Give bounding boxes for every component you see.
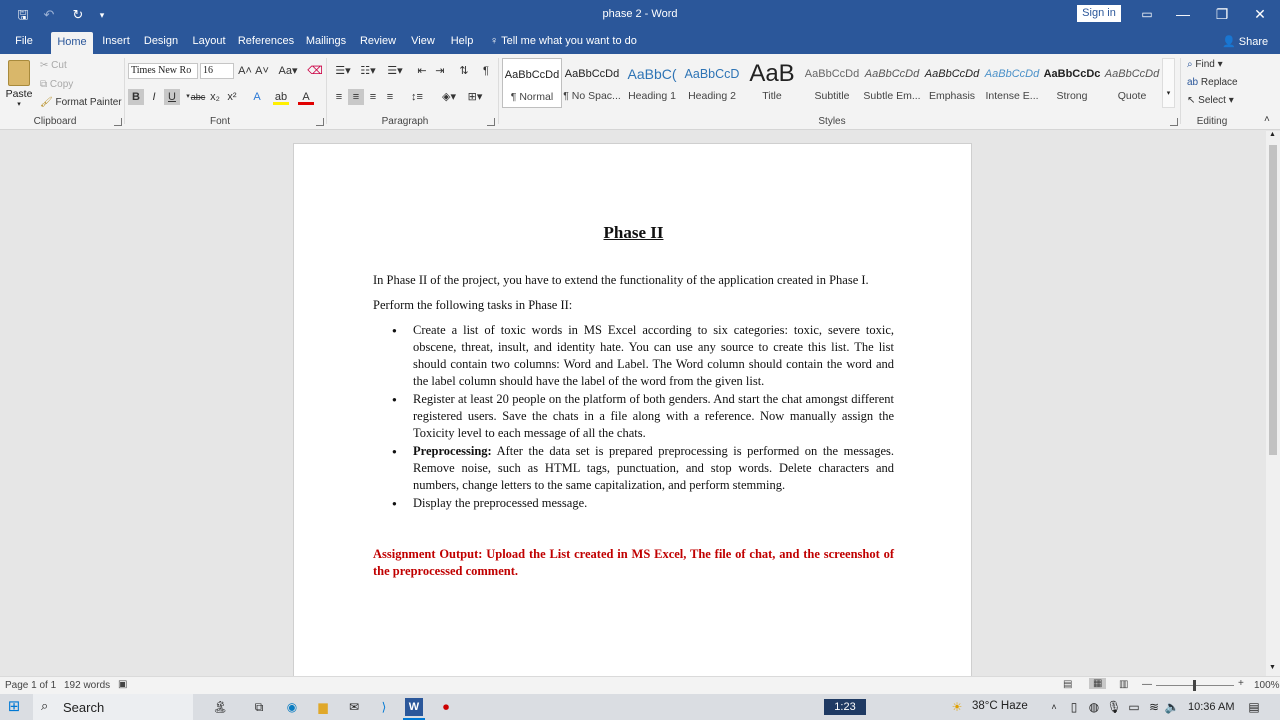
document-canvas xyxy=(0,131,1266,676)
bullets-icon[interactable]: ☰▾ xyxy=(335,65,351,77)
style-name: ¶ Normal xyxy=(510,91,554,103)
styles-gallery xyxy=(502,58,1162,108)
find-button[interactable]: ⌕ Find ▾ xyxy=(1187,59,1223,70)
style-no-spacing[interactable] xyxy=(562,58,622,108)
window-title: phase 2 - Word xyxy=(602,8,678,20)
superscript-icon[interactable]: x² xyxy=(227,91,237,103)
style-preview: AaB xyxy=(749,60,795,87)
search-label: Search xyxy=(63,700,105,715)
minimize-button[interactable]: — xyxy=(1176,6,1190,22)
tab-mailings[interactable]: Mailings xyxy=(305,35,347,47)
paragraph-launcher-icon[interactable] xyxy=(487,118,495,126)
align-right-icon[interactable]: ≡ xyxy=(369,91,377,103)
share-label: Share xyxy=(1238,36,1269,48)
windows-start-icon[interactable]: ⊞ xyxy=(7,698,21,715)
vscode-icon[interactable]: ⟩ xyxy=(381,700,387,714)
timer-badge[interactable]: 1:23 xyxy=(824,699,866,715)
style-name: Subtitle xyxy=(814,90,850,102)
decrease-indent-icon[interactable]: ⇤ xyxy=(417,65,427,77)
numbering-icon[interactable]: ☷▾ xyxy=(360,65,376,77)
styles-group-label: Styles xyxy=(818,116,846,127)
multilevel-list-icon[interactable]: ☰▾ xyxy=(387,65,403,77)
redo-icon[interactable]: ↻ xyxy=(72,7,84,22)
zoom-in-icon[interactable]: + xyxy=(1238,678,1244,689)
format-painter-button[interactable] xyxy=(40,97,122,108)
list-item: ● Register at least 20 people on the platform of both genders. And start the chat amongst different registered users. Save the chats in a file along with a reference. Now manually assign the Toxicity level to each message of all the chats. xyxy=(373,391,894,442)
style-preview: AaBbCcDd xyxy=(1104,68,1160,80)
tell-me-box[interactable] xyxy=(490,30,640,54)
status-bar xyxy=(0,676,1280,694)
close-button[interactable]: ✕ xyxy=(1254,6,1266,22)
align-center-icon[interactable]: ≡ xyxy=(348,89,364,105)
tab-insert[interactable]: Insert xyxy=(102,35,130,47)
document-page[interactable] xyxy=(293,143,972,676)
preprocessing-label: Preprocessing: xyxy=(413,444,492,458)
style-name: ¶ No Spac... xyxy=(563,90,621,102)
tab-review[interactable]: Review xyxy=(359,35,397,47)
style-name: Strong xyxy=(1056,90,1088,102)
shading-icon[interactable]: ◈▾ xyxy=(442,91,456,103)
tab-layout[interactable]: Layout xyxy=(192,35,226,47)
style-name: Heading 2 xyxy=(688,90,736,102)
print-layout-icon[interactable]: ▦ xyxy=(1089,678,1106,689)
show-marks-icon[interactable]: ¶ xyxy=(483,65,489,77)
divider xyxy=(1180,58,1181,124)
person-icon: 👤 xyxy=(1222,36,1236,48)
styles-launcher-icon[interactable] xyxy=(1170,118,1178,126)
style-heading-2[interactable] xyxy=(682,58,742,108)
lightbulb-icon: ♀ xyxy=(490,35,499,47)
list-item: ● Display the preprocessed message. xyxy=(373,495,894,512)
scroll-up-icon[interactable]: ▲ xyxy=(1269,131,1276,138)
cut-button[interactable] xyxy=(40,60,67,71)
text-effects-icon[interactable]: A xyxy=(253,91,261,103)
taskbar-search[interactable] xyxy=(33,694,193,720)
find-label: Find xyxy=(1195,59,1215,70)
style-preview: AaBbC( xyxy=(627,66,677,82)
justify-icon[interactable]: ≡ xyxy=(386,91,394,103)
tasks-intro: Perform the following tasks in Phase II: xyxy=(373,298,573,312)
replace-icon: ab xyxy=(1187,77,1199,88)
italic-icon[interactable]: I xyxy=(152,91,156,103)
beach-icon[interactable]: 🏝 xyxy=(212,700,228,714)
font-name-box[interactable]: Times New Ro xyxy=(128,63,198,79)
restore-button[interactable]: ❐ xyxy=(1215,6,1229,22)
edge-icon[interactable]: ◉ xyxy=(286,700,298,714)
paste-label: Paste xyxy=(5,88,33,100)
increase-indent-icon[interactable]: ⇥ xyxy=(435,65,445,77)
file-explorer-icon[interactable]: ▆ xyxy=(318,700,328,714)
change-case-icon[interactable]: Aa▾ xyxy=(278,65,298,77)
sort-icon[interactable]: ⇅ xyxy=(459,65,469,77)
page-count[interactable]: Page 1 of 1 xyxy=(5,680,57,691)
clipboard-group-label: Clipboard xyxy=(33,116,77,127)
vertical-scrollbar[interactable] xyxy=(1266,131,1280,676)
word-icon[interactable]: W xyxy=(405,698,423,716)
clock[interactable]: 10:36 AM xyxy=(1188,701,1235,713)
style-preview: AaBbCcD xyxy=(684,67,740,81)
chevron-down-icon[interactable]: ▾ xyxy=(186,93,190,100)
copy-icon: ⧉ xyxy=(40,79,48,90)
battery-icon[interactable]: ▭ xyxy=(1128,700,1140,714)
paintbrush-icon: 🖌 xyxy=(40,97,53,108)
task-list xyxy=(373,322,894,512)
style-subtitle[interactable] xyxy=(802,58,862,108)
search-icon: ⌕ xyxy=(1187,59,1193,70)
ribbon-display-icon[interactable]: ▭ xyxy=(1141,7,1153,21)
collapse-ribbon-icon[interactable]: ˄ xyxy=(1264,114,1270,125)
style-name: Title xyxy=(762,90,782,102)
styles-gallery-scroll[interactable] xyxy=(1162,58,1175,108)
preprocessing-text: After the data set is prepared preprocessing is performed on the messages. Remove noise, such as HTML tags, punctuation, and stop words. Delete characters and numbers, change letters to the same capitalization, and perform stemming. xyxy=(413,444,894,492)
tab-file[interactable]: File xyxy=(15,35,33,47)
style-strong[interactable] xyxy=(1042,58,1102,108)
style-title[interactable] xyxy=(742,58,802,108)
chevron-down-icon: ▾ xyxy=(17,101,21,108)
replace-button[interactable] xyxy=(1187,77,1238,88)
cursor-icon: ↖ xyxy=(1187,95,1196,106)
style-name: Heading 1 xyxy=(628,90,676,102)
select-button[interactable]: ↖ Select ▾ xyxy=(1187,95,1234,106)
font-color-icon[interactable]: A xyxy=(298,89,314,105)
chevron-down-icon: ▾ xyxy=(1166,90,1171,97)
tab-help[interactable]: Help xyxy=(450,35,474,47)
style-preview: AaBbCcDc xyxy=(1043,68,1101,80)
style-preview: AaBbCcDd xyxy=(924,68,980,80)
style-preview: AaBbCcDd xyxy=(864,68,920,80)
style-name: Intense E... xyxy=(985,90,1039,102)
style-heading-1[interactable] xyxy=(622,58,682,108)
editing-group-label: Editing xyxy=(1196,116,1228,127)
scroll-down-icon[interactable]: ▼ xyxy=(1269,664,1276,671)
font-group-label: Font xyxy=(209,116,230,127)
shrink-font-icon[interactable]: A˅ xyxy=(255,65,269,77)
recorder-icon[interactable]: ⏺ xyxy=(442,700,449,714)
font-launcher-icon[interactable] xyxy=(316,118,324,126)
microphone-icon[interactable]: 🎙 xyxy=(1106,700,1122,714)
font-size-box[interactable]: 16 xyxy=(200,63,234,79)
style-intense-emphasis[interactable] xyxy=(982,58,1042,108)
device-icon[interactable]: ▯ xyxy=(1070,700,1078,714)
divider xyxy=(124,58,125,124)
network-icon[interactable]: ◍ xyxy=(1088,700,1100,714)
grow-font-icon[interactable]: A˄ xyxy=(238,65,252,77)
task-view-icon[interactable]: ⧉ xyxy=(254,700,264,714)
underline-icon[interactable]: U xyxy=(164,89,180,105)
style-preview: AaBbCcDd xyxy=(804,68,860,80)
paste-button[interactable] xyxy=(4,58,34,110)
weather-icon[interactable]: ☀ xyxy=(951,700,963,714)
wifi-icon[interactable]: ≋ xyxy=(1148,700,1160,714)
taskbar xyxy=(0,694,1280,720)
subscript-icon[interactable]: x₂ xyxy=(210,91,220,103)
line-spacing-icon[interactable]: ↕≡ xyxy=(411,91,423,103)
tab-references[interactable]: References xyxy=(237,35,295,47)
save-icon[interactable]: 🖫 xyxy=(17,7,29,22)
document-title: Phase II xyxy=(603,223,664,242)
ribbon-tabs xyxy=(0,30,1280,54)
style-quote[interactable] xyxy=(1102,58,1162,108)
undo-icon[interactable]: ↶ xyxy=(43,7,55,22)
style-name: Emphasis xyxy=(928,90,976,102)
strikethrough-icon[interactable]: abc xyxy=(190,92,206,102)
word-count[interactable]: 192 words xyxy=(64,680,111,691)
share-button[interactable] xyxy=(1222,30,1268,54)
web-layout-icon[interactable]: ▥ xyxy=(1119,679,1129,690)
notifications-icon[interactable]: ▤ xyxy=(1248,700,1260,714)
assignment-output: Assignment Output: Upload the List created in MS Excel, The file of chat, and the screenshot of the preprocessed comment. xyxy=(373,547,894,578)
zoom-slider-thumb[interactable] xyxy=(1193,680,1196,691)
cut-label: Cut xyxy=(51,60,67,71)
list-item xyxy=(373,443,894,494)
highlight-icon[interactable]: ab xyxy=(274,91,288,103)
chevron-up-icon[interactable]: ˄ xyxy=(1051,702,1057,712)
weather-label[interactable]: 38°C Haze xyxy=(972,700,1028,712)
style-preview: AaBbCcDd xyxy=(504,69,560,81)
zoom-out-icon[interactable]: — xyxy=(1142,679,1152,690)
style-preview: AaBbCcDd xyxy=(984,68,1040,80)
volume-icon[interactable]: 🔈 xyxy=(1164,700,1180,714)
mail-icon[interactable]: ✉ xyxy=(348,700,360,714)
scrollbar-thumb[interactable] xyxy=(1269,145,1277,455)
tell-me-label: Tell me what you want to do xyxy=(501,35,637,47)
proofing-icon[interactable]: ▣ xyxy=(118,679,128,690)
bold-icon[interactable]: B xyxy=(128,89,144,105)
ribbon-home xyxy=(0,54,1280,130)
replace-label: Replace xyxy=(1200,77,1238,88)
sign-in-button[interactable]: Sign in xyxy=(1077,5,1121,22)
search-icon: ⌕ xyxy=(41,698,49,713)
divider xyxy=(326,58,327,124)
clipboard-icon xyxy=(8,60,30,86)
tab-design[interactable]: Design xyxy=(143,35,179,47)
paragraph-group-label: Paragraph xyxy=(381,116,429,127)
scissors-icon: ✂ xyxy=(40,60,49,71)
divider xyxy=(498,58,499,124)
style-name: Quote xyxy=(1117,90,1147,102)
select-label: Select xyxy=(1198,95,1226,106)
clipboard-launcher-icon[interactable] xyxy=(114,118,122,126)
style-normal[interactable] xyxy=(502,58,562,108)
intro-paragraph: In Phase II of the project, you have to extend the functionality of the application created in Phase I. xyxy=(373,273,869,287)
tab-view[interactable]: View xyxy=(411,35,435,47)
style-subtle-emphasis[interactable] xyxy=(862,58,922,108)
clear-formatting-icon[interactable]: ⌫ xyxy=(307,65,323,77)
style-preview: AaBbCcDd xyxy=(564,68,620,80)
document-body[interactable] xyxy=(373,222,894,588)
read-mode-icon[interactable]: ▤ xyxy=(1063,679,1073,690)
copy-button[interactable] xyxy=(40,79,73,90)
title-bar xyxy=(0,0,1280,30)
style-emphasis[interactable] xyxy=(922,58,982,108)
tab-home[interactable]: Home xyxy=(51,32,93,54)
format-painter-label: Format Painter xyxy=(55,97,122,108)
borders-icon[interactable]: ⊞▾ xyxy=(467,91,483,103)
list-item: ● Create a list of toxic words in MS Excel according to six categories: toxic, severe toxic, obscene, threat, insult, and identity hate. You can use any source to create this list. The list should contain two columns: Word and Label. The Word column should contain the word and the label column should have the label of the word from the given list. xyxy=(373,322,894,390)
style-name: Subtle Em... xyxy=(863,90,921,102)
copy-label: Copy xyxy=(49,79,74,90)
zoom-level[interactable]: 100% xyxy=(1254,680,1280,691)
customize-icon[interactable]: ▾ xyxy=(99,10,105,20)
align-left-icon[interactable]: ≡ xyxy=(335,91,343,103)
